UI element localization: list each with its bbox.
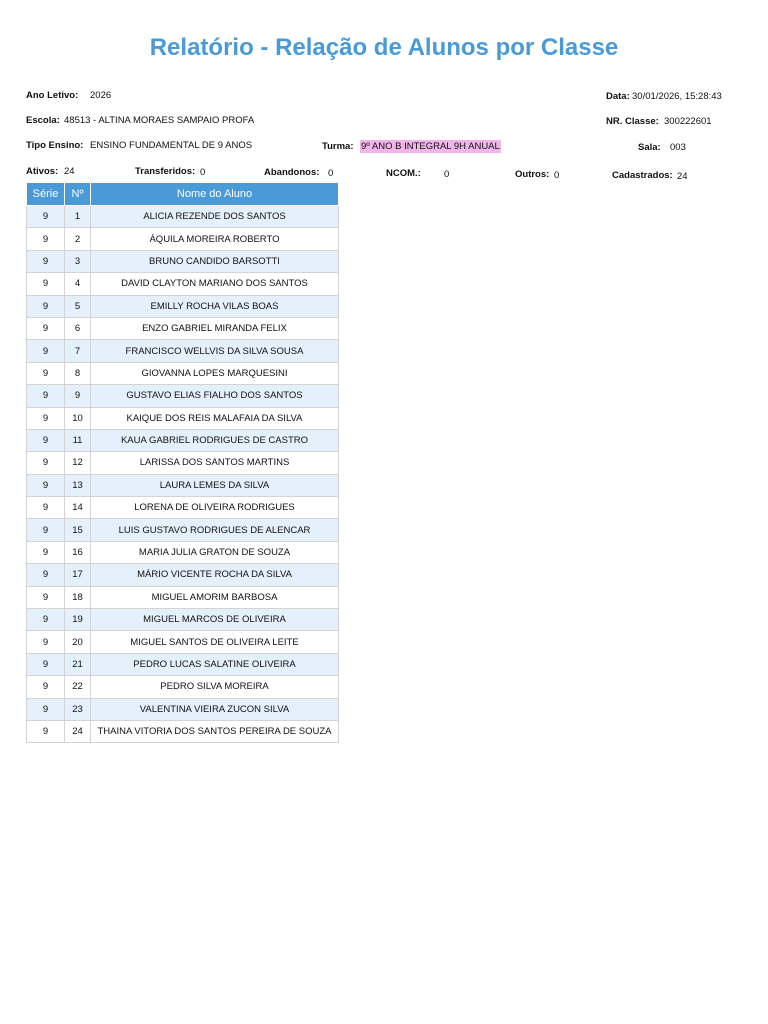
ativos-label: Ativos: xyxy=(26,166,59,177)
cell-numero: 3 xyxy=(65,250,91,272)
cell-numero: 10 xyxy=(65,407,91,429)
cell-nome: ÁQUILA MOREIRA ROBERTO xyxy=(91,228,339,250)
table-row xyxy=(27,564,339,586)
cell-nome: FRANCISCO WELLVIS DA SILVA SOUSA xyxy=(91,340,339,362)
table-row xyxy=(27,273,339,295)
cell-numero: 24 xyxy=(65,720,91,742)
cell-numero: 5 xyxy=(65,295,91,317)
table-row xyxy=(27,295,339,317)
cell-serie: 9 xyxy=(27,250,65,272)
cell-nome: MARIA JULIA GRATON DE SOUZA xyxy=(91,541,339,563)
cell-numero: 17 xyxy=(65,564,91,586)
cell-numero: 14 xyxy=(65,497,91,519)
sala-label: Sala: xyxy=(638,142,661,153)
table-row xyxy=(27,362,339,384)
page-title: Relatório - Relação de Alunos por Classe xyxy=(149,34,619,61)
header-numero: Nº xyxy=(65,183,91,206)
abandonos-value: 0 xyxy=(328,168,334,179)
cell-serie: 9 xyxy=(27,676,65,698)
transferidos-label: Transferidos: xyxy=(135,166,196,177)
cell-numero: 16 xyxy=(65,541,91,563)
cell-numero: 11 xyxy=(65,429,91,451)
table-header-row xyxy=(27,183,339,206)
outros-value: 0 xyxy=(554,170,560,181)
cell-serie: 9 xyxy=(27,295,65,317)
ativos-value: 24 xyxy=(64,166,75,177)
data-value: 30/01/2026, 15:28:43 xyxy=(632,91,722,102)
cell-serie: 9 xyxy=(27,429,65,451)
cell-serie: 9 xyxy=(27,206,65,228)
cell-nome: PEDRO SILVA MOREIRA xyxy=(91,676,339,698)
header-serie: Série xyxy=(27,183,65,206)
table-row xyxy=(27,429,339,451)
cell-serie: 9 xyxy=(27,609,65,631)
table-row xyxy=(27,385,339,407)
cell-nome: MÁRIO VICENTE ROCHA DA SILVA xyxy=(91,564,339,586)
cell-numero: 23 xyxy=(65,698,91,720)
cell-serie: 9 xyxy=(27,273,65,295)
cell-nome: KAUA GABRIEL RODRIGUES DE CASTRO xyxy=(91,429,339,451)
table-row xyxy=(27,497,339,519)
table-row xyxy=(27,452,339,474)
turma-value: 9º ANO B INTEGRAL 9H ANUAL xyxy=(361,141,500,152)
cell-serie: 9 xyxy=(27,586,65,608)
cell-serie: 9 xyxy=(27,564,65,586)
sala-value: 003 xyxy=(670,142,686,153)
cell-nome: MIGUEL MARCOS DE OLIVEIRA xyxy=(91,609,339,631)
cell-numero: 12 xyxy=(65,452,91,474)
cell-numero: 6 xyxy=(65,317,91,339)
cell-serie: 9 xyxy=(27,340,65,362)
cell-numero: 21 xyxy=(65,653,91,675)
cell-nome: ENZO GABRIEL MIRANDA FELIX xyxy=(91,317,339,339)
transferidos-value: 0 xyxy=(200,167,206,178)
cell-numero: 2 xyxy=(65,228,91,250)
cell-nome: THAINA VITORIA DOS SANTOS PEREIRA DE SOUZA xyxy=(91,720,339,742)
cell-nome: KAIQUE DOS REIS MALAFAIA DA SILVA xyxy=(91,407,339,429)
table-row xyxy=(27,340,339,362)
cadastrados-value: 24 xyxy=(677,171,688,182)
data-label: Data: xyxy=(606,91,630,102)
nr-classe-value: 300222601 xyxy=(664,116,712,127)
cell-serie: 9 xyxy=(27,497,65,519)
tipo-ensino-value: ENSINO FUNDAMENTAL DE 9 ANOS xyxy=(90,140,253,151)
cell-serie: 9 xyxy=(27,474,65,496)
escola-label: Escola: xyxy=(26,115,60,126)
table-row xyxy=(27,720,339,742)
cell-numero: 4 xyxy=(65,273,91,295)
cell-numero: 1 xyxy=(65,206,91,228)
cell-serie: 9 xyxy=(27,631,65,653)
cell-numero: 19 xyxy=(65,609,91,631)
cell-serie: 9 xyxy=(27,720,65,742)
table-row xyxy=(27,250,339,272)
table-row xyxy=(27,541,339,563)
table-row xyxy=(27,676,339,698)
table-row xyxy=(27,519,339,541)
nr-classe-label: NR. Classe: xyxy=(606,116,659,127)
cell-nome: MIGUEL AMORIM BARBOSA xyxy=(91,586,339,608)
table-row xyxy=(27,317,339,339)
cell-nome: LUIS GUSTAVO RODRIGUES DE ALENCAR xyxy=(91,519,339,541)
cell-nome: LORENA DE OLIVEIRA RODRIGUES xyxy=(91,497,339,519)
cell-nome: ALICIA REZENDE DOS SANTOS xyxy=(91,206,339,228)
cell-serie: 9 xyxy=(27,698,65,720)
cell-numero: 8 xyxy=(65,362,91,384)
cell-serie: 9 xyxy=(27,541,65,563)
cell-numero: 22 xyxy=(65,676,91,698)
cell-numero: 18 xyxy=(65,586,91,608)
table-row xyxy=(27,609,339,631)
header-nome: Nome do Aluno xyxy=(91,183,339,206)
table-row xyxy=(27,474,339,496)
cell-nome: PEDRO LUCAS SALATINE OLIVEIRA xyxy=(91,653,339,675)
cell-nome: DAVID CLAYTON MARIANO DOS SANTOS xyxy=(91,273,339,295)
cell-serie: 9 xyxy=(27,362,65,384)
outros-label: Outros: xyxy=(515,169,550,180)
turma-label: Turma: xyxy=(322,141,354,152)
abandonos-label: Abandonos: xyxy=(264,167,320,178)
table-row xyxy=(27,206,339,228)
ano-letivo-value: 2026 xyxy=(90,90,112,101)
ncom-value: 0 xyxy=(444,169,450,180)
ncom-label: NCOM.: xyxy=(386,168,421,179)
cell-numero: 20 xyxy=(65,631,91,653)
cell-serie: 9 xyxy=(27,385,65,407)
cell-serie: 9 xyxy=(27,452,65,474)
cell-serie: 9 xyxy=(27,317,65,339)
cell-nome: EMILLY ROCHA VILAS BOAS xyxy=(91,295,339,317)
table-row xyxy=(27,631,339,653)
students-table xyxy=(26,182,339,743)
cadastrados-label: Cadastrados: xyxy=(612,170,673,181)
cell-nome: VALENTINA VIEIRA ZUCON SILVA xyxy=(91,698,339,720)
table-row xyxy=(27,653,339,675)
table-row xyxy=(27,698,339,720)
table-row xyxy=(27,586,339,608)
cell-numero: 7 xyxy=(65,340,91,362)
cell-serie: 9 xyxy=(27,653,65,675)
cell-nome: GIOVANNA LOPES MARQUESINI xyxy=(91,362,339,384)
cell-numero: 13 xyxy=(65,474,91,496)
tipo-ensino-label: Tipo Ensino: xyxy=(26,140,84,151)
ano-letivo-label: Ano Letivo: xyxy=(26,90,79,101)
escola-value: 48513 - ALTINA MORAES SAMPAIO PROFA xyxy=(64,115,255,126)
cell-nome: LARISSA DOS SANTOS MARTINS xyxy=(91,452,339,474)
cell-nome: BRUNO CANDIDO BARSOTTI xyxy=(91,250,339,272)
cell-nome: MIGUEL SANTOS DE OLIVEIRA LEITE xyxy=(91,631,339,653)
cell-serie: 9 xyxy=(27,228,65,250)
cell-numero: 9 xyxy=(65,385,91,407)
cell-serie: 9 xyxy=(27,519,65,541)
cell-nome: LAURA LEMES DA SILVA xyxy=(91,474,339,496)
table-row xyxy=(27,228,339,250)
cell-numero: 15 xyxy=(65,519,91,541)
table-row xyxy=(27,407,339,429)
cell-nome: GUSTAVO ELIAS FIALHO DOS SANTOS xyxy=(91,385,339,407)
cell-serie: 9 xyxy=(27,407,65,429)
